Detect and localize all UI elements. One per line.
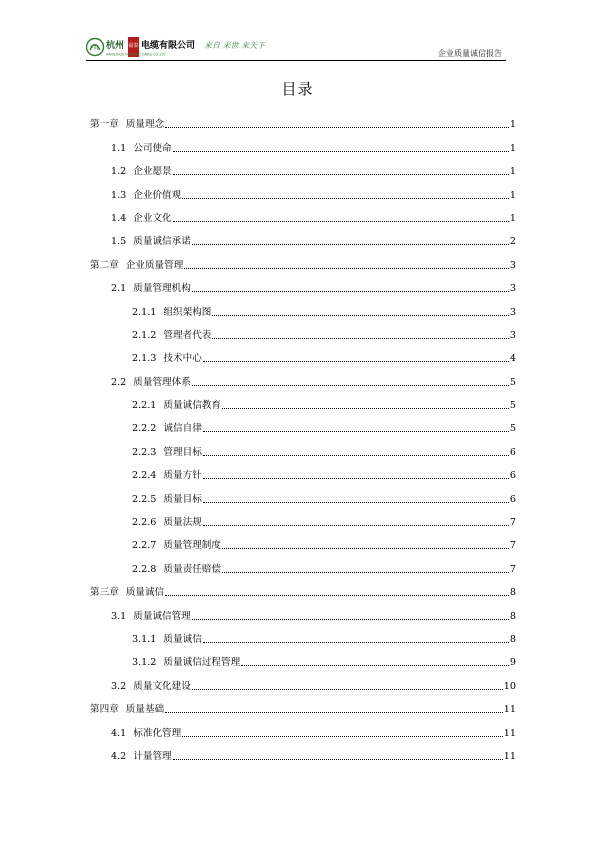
toc-entry-number: 2.2.3 xyxy=(132,446,157,458)
toc-leader-dots xyxy=(203,431,509,432)
toc-leader-dots xyxy=(241,665,509,666)
toc-entry-label xyxy=(90,260,183,272)
toc-entry[interactable] xyxy=(90,295,516,318)
toc-entry-number: 4.1 xyxy=(111,727,127,739)
toc-entry-label xyxy=(111,236,191,248)
svg-text:电缆有限公司: 电缆有限公司 xyxy=(141,41,196,51)
toc-entry-number: 2.1.3 xyxy=(132,353,157,365)
toc-entry-number: 第四章 xyxy=(90,704,119,716)
toc-entry-number: 2.2.7 xyxy=(132,540,157,552)
toc-leader-dots xyxy=(192,244,509,245)
toc-entry[interactable] xyxy=(90,342,516,365)
toc-entry-text: 组织架构图 xyxy=(163,306,212,318)
toc-entry-label xyxy=(132,657,240,669)
toc-entry-page: 1 xyxy=(509,142,516,154)
toc-entry[interactable] xyxy=(90,319,516,342)
toc-entry-label xyxy=(132,400,221,412)
toc-entry-number: 2.2 xyxy=(111,376,127,388)
toc-entry-page: 11 xyxy=(503,704,516,716)
toc-entry-number: 第二章 xyxy=(90,259,119,271)
toc-entry[interactable] xyxy=(90,108,516,131)
toc-leader-dots xyxy=(203,478,509,479)
toc-entry-text: 质量基础 xyxy=(125,704,165,716)
toc-entry[interactable] xyxy=(90,576,516,599)
toc-entry-page: 1 xyxy=(509,166,516,178)
company-logo xyxy=(86,36,276,58)
toc-entry-label xyxy=(132,447,202,459)
toc-entry-page: 3 xyxy=(509,306,516,318)
toc-entry-page: 4 xyxy=(509,353,516,365)
toc-entry-text: 标准化管理 xyxy=(133,727,182,739)
toc-entry-label xyxy=(90,704,164,716)
toc-entry-label xyxy=(132,494,202,506)
toc-entry-text: 公司使命 xyxy=(133,142,172,154)
toc-entry-label xyxy=(111,166,172,178)
toc-leader-dots xyxy=(165,595,509,596)
toc-leader-dots xyxy=(222,408,509,409)
toc-entry-number: 2.1.2 xyxy=(132,329,157,341)
toc-entry-number: 2.2.5 xyxy=(132,493,157,505)
toc-entry-text: 质量管理体系 xyxy=(133,376,191,388)
toc-entry[interactable] xyxy=(90,225,516,248)
toc-entry-page: 6 xyxy=(509,470,516,482)
toc-entry[interactable] xyxy=(90,623,516,646)
toc-leader-dots xyxy=(212,315,509,316)
toc-entry[interactable] xyxy=(90,272,516,295)
toc-entry-text: 企业价值观 xyxy=(133,189,182,201)
toc-entry-number: 1.5 xyxy=(111,236,127,248)
toc-entry-text: 计量管理 xyxy=(133,750,172,762)
toc-entry-page: 5 xyxy=(509,423,516,435)
toc-entry-number: 2.2.8 xyxy=(132,563,157,575)
toc-entry-number: 3.1.1 xyxy=(132,633,157,645)
toc-leader-dots xyxy=(173,759,503,760)
toc-entry-label xyxy=(111,377,191,389)
toc-entry-text: 技术中心 xyxy=(163,353,202,365)
toc-entry-number: 1.4 xyxy=(111,212,127,224)
toc-entry-text: 质量诚信教育 xyxy=(163,400,221,412)
toc-entry-page: 1 xyxy=(509,189,516,201)
toc-entry[interactable] xyxy=(90,248,516,271)
toc-entry[interactable] xyxy=(90,646,516,669)
toc-entry[interactable] xyxy=(90,178,516,201)
toc-entry-label xyxy=(90,119,164,131)
toc-entry-page: 3 xyxy=(509,283,516,295)
toc-entry-number: 1.2 xyxy=(111,166,127,178)
toc-entry[interactable] xyxy=(90,155,516,178)
toc-entry-text: 质量诚信 xyxy=(163,633,202,645)
toc-entry-text: 质量管理制度 xyxy=(163,540,221,552)
toc-entry-label xyxy=(132,470,202,482)
toc-leader-dots xyxy=(203,525,509,526)
toc-entry-label xyxy=(111,143,172,155)
toc-entry[interactable] xyxy=(90,412,516,435)
toc-entry-number: 2.1 xyxy=(111,283,127,295)
toc-entry-number: 2.2.4 xyxy=(132,470,157,482)
toc-entry-text: 质量诚信管理 xyxy=(133,610,191,622)
toc-entry-text: 质量责任赔偿 xyxy=(163,563,221,575)
toc-leader-dots xyxy=(203,455,509,456)
toc-entry-text: 质量理念 xyxy=(125,119,165,131)
table-of-contents xyxy=(90,108,516,763)
toc-entry-page: 1 xyxy=(509,119,516,131)
toc-leader-dots xyxy=(212,338,509,339)
toc-entry[interactable] xyxy=(90,552,516,575)
toc-entry-text: 质量文化建设 xyxy=(133,680,191,692)
toc-entry-text: 质量方针 xyxy=(163,470,202,482)
svg-text:福泰: 福泰 xyxy=(128,43,139,49)
toc-entry-text: 企业愿景 xyxy=(133,166,172,178)
toc-entry-text: 质量管理机构 xyxy=(133,283,191,295)
toc-entry-page: 7 xyxy=(509,540,516,552)
toc-entry-label xyxy=(111,751,172,763)
toc-entry[interactable] xyxy=(90,599,516,622)
toc-entry-number: 2.2.1 xyxy=(132,400,157,412)
toc-entry-number: 2.1.1 xyxy=(132,306,157,318)
toc-entry[interactable] xyxy=(90,131,516,154)
toc-entry-text: 诚信自律 xyxy=(163,423,202,435)
toc-leader-dots xyxy=(165,712,503,713)
toc-leader-dots xyxy=(184,268,509,269)
toc-entry-label xyxy=(111,283,191,295)
toc-entry-page: 8 xyxy=(509,587,516,599)
report-title: 企业质量诚信报告 xyxy=(438,49,502,58)
toc-leader-dots xyxy=(222,548,509,549)
toc-leader-dots xyxy=(203,642,509,643)
toc-entry-number: 4.2 xyxy=(111,750,127,762)
toc-entry[interactable] xyxy=(90,506,516,529)
toc-entry-label xyxy=(111,190,181,202)
toc-leader-dots xyxy=(173,174,509,175)
toc-leader-dots xyxy=(192,385,509,386)
toc-entry-text: 质量法规 xyxy=(163,517,202,529)
toc-entry-label xyxy=(132,353,202,365)
toc-entry-label xyxy=(111,681,191,693)
toc-entry-page: 6 xyxy=(509,493,516,505)
toc-entry-label xyxy=(132,540,221,552)
toc-entry-text: 质量诚信过程管理 xyxy=(163,657,241,669)
toc-entry-label xyxy=(132,564,221,576)
toc-entry-label xyxy=(111,213,172,225)
toc-entry-page: 5 xyxy=(509,400,516,412)
toc-entry[interactable] xyxy=(90,459,516,482)
header-rule xyxy=(86,60,506,61)
toc-entry-number: 2.2.6 xyxy=(132,517,157,529)
toc-entry-number: 1.1 xyxy=(111,142,127,154)
toc-leader-dots xyxy=(192,689,503,690)
toc-entry-page: 8 xyxy=(509,610,516,622)
page-header xyxy=(86,34,506,64)
toc-leader-dots xyxy=(203,502,509,503)
toc-leader-dots xyxy=(182,198,509,199)
toc-entry-text: 质量诚信 xyxy=(125,587,165,599)
svg-text:HANGZHOU FUTAIHAO CABLE CO.,LT: HANGZHOU FUTAIHAO CABLE CO.,LTD xyxy=(106,52,166,57)
toc-entry-page: 7 xyxy=(509,563,516,575)
toc-leader-dots xyxy=(173,221,509,222)
toc-leader-dots xyxy=(182,736,503,737)
toc-entry[interactable] xyxy=(90,435,516,458)
toc-entry-label xyxy=(111,611,191,623)
toc-entry-text: 管理者代表 xyxy=(163,329,212,341)
toc-entry-page: 3 xyxy=(509,259,516,271)
toc-leader-dots xyxy=(165,127,509,128)
toc-leader-dots xyxy=(203,361,509,362)
toc-entry-page: 3 xyxy=(509,329,516,341)
toc-entry-label xyxy=(132,330,211,342)
toc-entry-page: 11 xyxy=(503,727,516,739)
toc-entry-text: 管理目标 xyxy=(163,446,202,458)
toc-entry-label xyxy=(90,587,164,599)
toc-entry-label xyxy=(132,517,202,529)
toc-entry-page: 1 xyxy=(509,212,516,224)
toc-entry-label xyxy=(111,728,181,740)
toc-entry-label xyxy=(132,634,202,646)
toc-entry[interactable] xyxy=(90,716,516,739)
toc-leader-dots xyxy=(222,572,509,573)
toc-entry-label xyxy=(132,307,211,319)
toc-entry[interactable] xyxy=(90,740,516,763)
toc-entry-text: 企业质量管理 xyxy=(125,259,184,271)
svg-text:杭州: 杭州 xyxy=(106,41,125,51)
toc-leader-dots xyxy=(192,619,509,620)
toc-entry-page: 7 xyxy=(509,517,516,529)
toc-entry[interactable] xyxy=(90,365,516,388)
toc-entry-text: 质量诚信承诺 xyxy=(133,236,191,248)
toc-entry-number: 3.1.2 xyxy=(132,657,157,669)
toc-entry[interactable] xyxy=(90,389,516,412)
svg-text:FTL: FTL xyxy=(90,45,100,52)
toc-entry-page: 11 xyxy=(503,750,516,762)
toc-entry-page: 5 xyxy=(509,376,516,388)
toc-entry-number: 2.2.2 xyxy=(132,423,157,435)
toc-entry-page: 6 xyxy=(509,446,516,458)
toc-entry[interactable] xyxy=(90,529,516,552)
toc-entry-page: 10 xyxy=(503,680,516,692)
toc-entry-number: 第三章 xyxy=(90,587,119,599)
toc-entry-number: 第一章 xyxy=(90,119,119,131)
toc-entry-page: 8 xyxy=(509,633,516,645)
toc-entry[interactable] xyxy=(90,482,516,505)
toc-title: 目录 xyxy=(281,80,314,98)
toc-entry[interactable] xyxy=(90,669,516,692)
toc-entry-page: 9 xyxy=(509,657,516,669)
toc-entry-text: 质量目标 xyxy=(163,493,202,505)
toc-entry-page: 2 xyxy=(509,236,516,248)
toc-entry-number: 1.3 xyxy=(111,189,127,201)
toc-entry-label xyxy=(132,423,202,435)
toc-leader-dots xyxy=(173,151,509,152)
toc-leader-dots xyxy=(192,291,509,292)
toc-entry-number: 3.1 xyxy=(111,610,127,622)
toc-entry-number: 3.2 xyxy=(111,680,127,692)
toc-entry-text: 企业文化 xyxy=(133,212,172,224)
svg-text:来自 来世 来天下: 来自 来世 来天下 xyxy=(204,41,266,50)
toc-entry[interactable] xyxy=(90,202,516,225)
toc-entry[interactable] xyxy=(90,693,516,716)
